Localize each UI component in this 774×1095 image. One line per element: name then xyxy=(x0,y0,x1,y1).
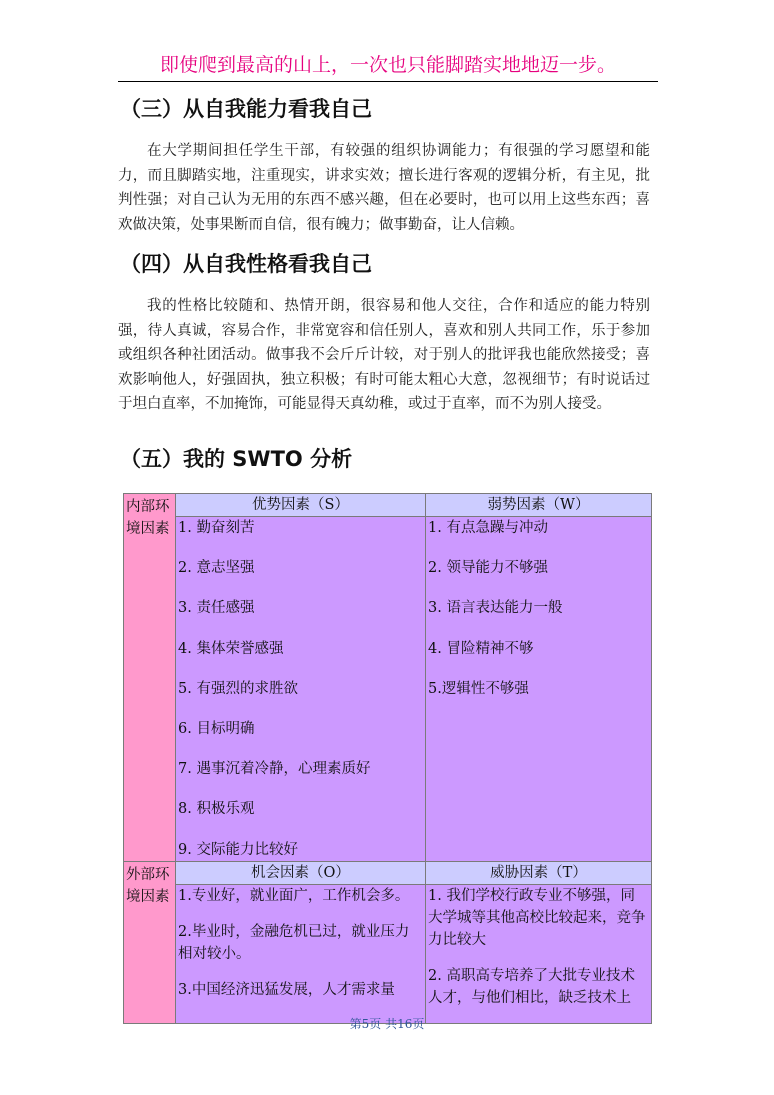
weaknesses-cell xyxy=(426,517,652,862)
header-divider xyxy=(118,81,658,82)
opportunities-cell xyxy=(176,884,426,1023)
list-item: 4. 冒险精神不够 xyxy=(428,640,534,657)
swot-table xyxy=(123,493,652,1024)
list-item: 2. 领导能力不够强 xyxy=(428,560,548,577)
table-row xyxy=(124,884,652,1023)
table-row xyxy=(124,494,652,517)
threats-cell xyxy=(426,884,652,1023)
section-heading-ability: （三）从自我能力看我自己 xyxy=(120,97,372,121)
list-item: 4. 集体荣誉感强 xyxy=(178,640,284,657)
strengths-cell xyxy=(176,517,426,862)
paragraph-personality: 我的性格比较随和、热情开朗，很容易和他人交往，合作和适应的能力特别强，待人真诚，容易合作，非常宽容和信任别人，喜欢和别人共同工作，乐于参加或组织各种社团活动。做事我不会斤斤计较，对于别人的批评我也能欣然接受；喜欢影响他人，好强固执，独立积极；有时可能太粗心大意，忽视细节；有时说话过于坦白直率，不加掩饰，可能显得天真幼稚，或过于直率，而不为别人接受。 xyxy=(118,298,650,412)
paragraph-ability: 在大学期间担任学生干部，有较强的组织协调能力；有很强的学习愿望和能力，而且脚踏实地，注重现实，讲求实效；擅长进行客观的逻辑分析，有主见，批判性强；对自己认为无用的东西不感兴趣，但在必要时，也可以用上这些东西；喜欢做决策，处事果断而自信，很有魄力；做事勤奋，让人信赖。 xyxy=(118,143,650,233)
list-item: 3. 责任感强 xyxy=(178,600,255,617)
list-item: 2. 意志坚强 xyxy=(178,560,255,577)
external-factors-label: 外部环境因素 xyxy=(124,861,176,1023)
list-item: 1. 有点急躁与冲动 xyxy=(428,520,548,536)
list-item: 1. 我们学校行政专业不够强，同大学城等其他高校比较起来，竞争力比较大 xyxy=(428,887,646,948)
list-item: 2. 高职高专培养了大批专业技术人才，与他们相比，缺乏技术上 xyxy=(428,967,635,1006)
list-item: 8. 积极乐观 xyxy=(178,801,255,818)
header-motto: 即使爬到最高的山上，一次也只能脚踏实地地迈一步。 xyxy=(159,54,616,76)
list-item: 5.逻辑性不够强 xyxy=(428,680,529,697)
threats-header: 威胁因素（T） xyxy=(426,861,652,884)
list-item: 5. 有强烈的求胜欲 xyxy=(178,680,298,697)
list-item: 6. 目标明确 xyxy=(178,720,255,737)
table-row xyxy=(124,861,652,884)
opportunities-header: 机会因素（O） xyxy=(176,861,426,884)
page-number: 第5页 共16页 xyxy=(349,1017,425,1031)
internal-factors-label: 内部环境因素 xyxy=(124,494,176,862)
list-item: 9. 交际能力比较好 xyxy=(178,841,298,858)
table-row xyxy=(124,517,652,862)
list-item: 3.中国经济迅猛发展，人才需求量 xyxy=(178,981,395,998)
strengths-header: 优势因素（S） xyxy=(176,494,426,517)
list-item: 3. 语言表达能力一般 xyxy=(428,600,563,617)
list-item: 1.专业好，就业面广，工作机会多。 xyxy=(178,887,410,904)
weaknesses-header: 弱势因素（W） xyxy=(426,494,652,517)
list-item: 1. 勤奋刻苦 xyxy=(178,520,255,536)
list-item: 7. 遇事沉着冷静，心理素质好 xyxy=(178,761,371,778)
list-item: 2.毕业时，金融危机已过，就业压力相对较小。 xyxy=(178,923,410,962)
section-heading-personality: （四）从自我性格看我自己 xyxy=(120,252,372,276)
section-heading-swot: （五）我的 SWTO 分析 xyxy=(120,447,353,471)
